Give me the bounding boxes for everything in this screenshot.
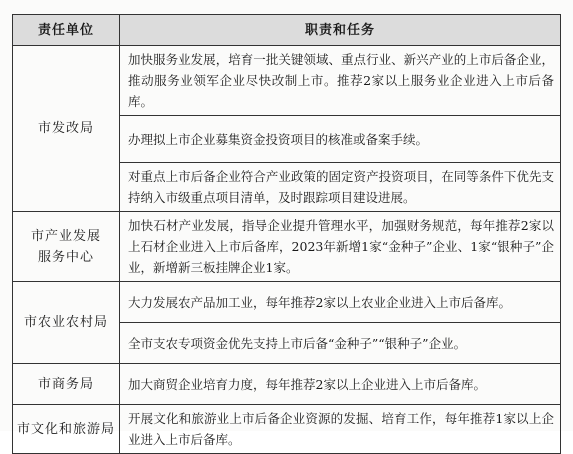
table-row <box>13 212 561 282</box>
duty-cell: 开展文化和旅游业上市后备企业资源的发掘、培育工作，每年推荐1家以上企业进入上市后备库。 <box>120 405 561 454</box>
table-row <box>13 46 561 116</box>
duty-cell: 大力发展农产品加工业，每年推荐2家以上农业企业进入上市后备库。 <box>120 282 561 323</box>
unit-cell: 市商务局 <box>13 364 120 405</box>
duty-cell: 办理拟上市企业募集资金投资项目的核准或备案手续。 <box>120 116 561 163</box>
duty-cell: 加快服务业发展，培育一批关键领域、重点行业、新兴产业的上市后备企业，推动服务业领军企业尽快改制上市。推荐2家以上服务业企业进入上市后备库。 <box>120 46 561 116</box>
unit-cell: 市农业农村局 <box>13 282 120 364</box>
duty-cell: 全市支农专项资金优先支持上市后备“金种子”“银种子”企业。 <box>120 323 561 364</box>
unit-cell: 市文化和旅游局 <box>13 405 120 454</box>
unit-cell: 市发改局 <box>13 46 120 212</box>
table-row <box>13 282 561 323</box>
duty-cell: 加大商贸企业培育力度，每年推荐2家以上企业进入上市后备库。 <box>120 364 561 405</box>
responsibility-table <box>12 14 561 454</box>
table-row <box>13 364 561 405</box>
table-row <box>13 405 561 454</box>
duty-cell: 对重点上市后备企业符合产业政策的固定资产投资项目，在同等条件下优先支持纳入市级重点项目清单，及时跟踪项目建设进展。 <box>120 163 561 212</box>
header-unit: 责任单位 <box>13 15 120 46</box>
duty-cell: 加快石材产业发展，指导企业提升管理水平，加强财务规范，每年推荐2家以上石材企业进入上市后备库，2023年新增1家“金种子”企业、1家“银种子”企业，新增新三板挂牌企业1家。 <box>120 212 561 282</box>
table-header-row <box>13 15 561 46</box>
unit-cell: 市产业发展服务中心 <box>13 212 120 282</box>
header-duty: 职责和任务 <box>120 15 561 46</box>
